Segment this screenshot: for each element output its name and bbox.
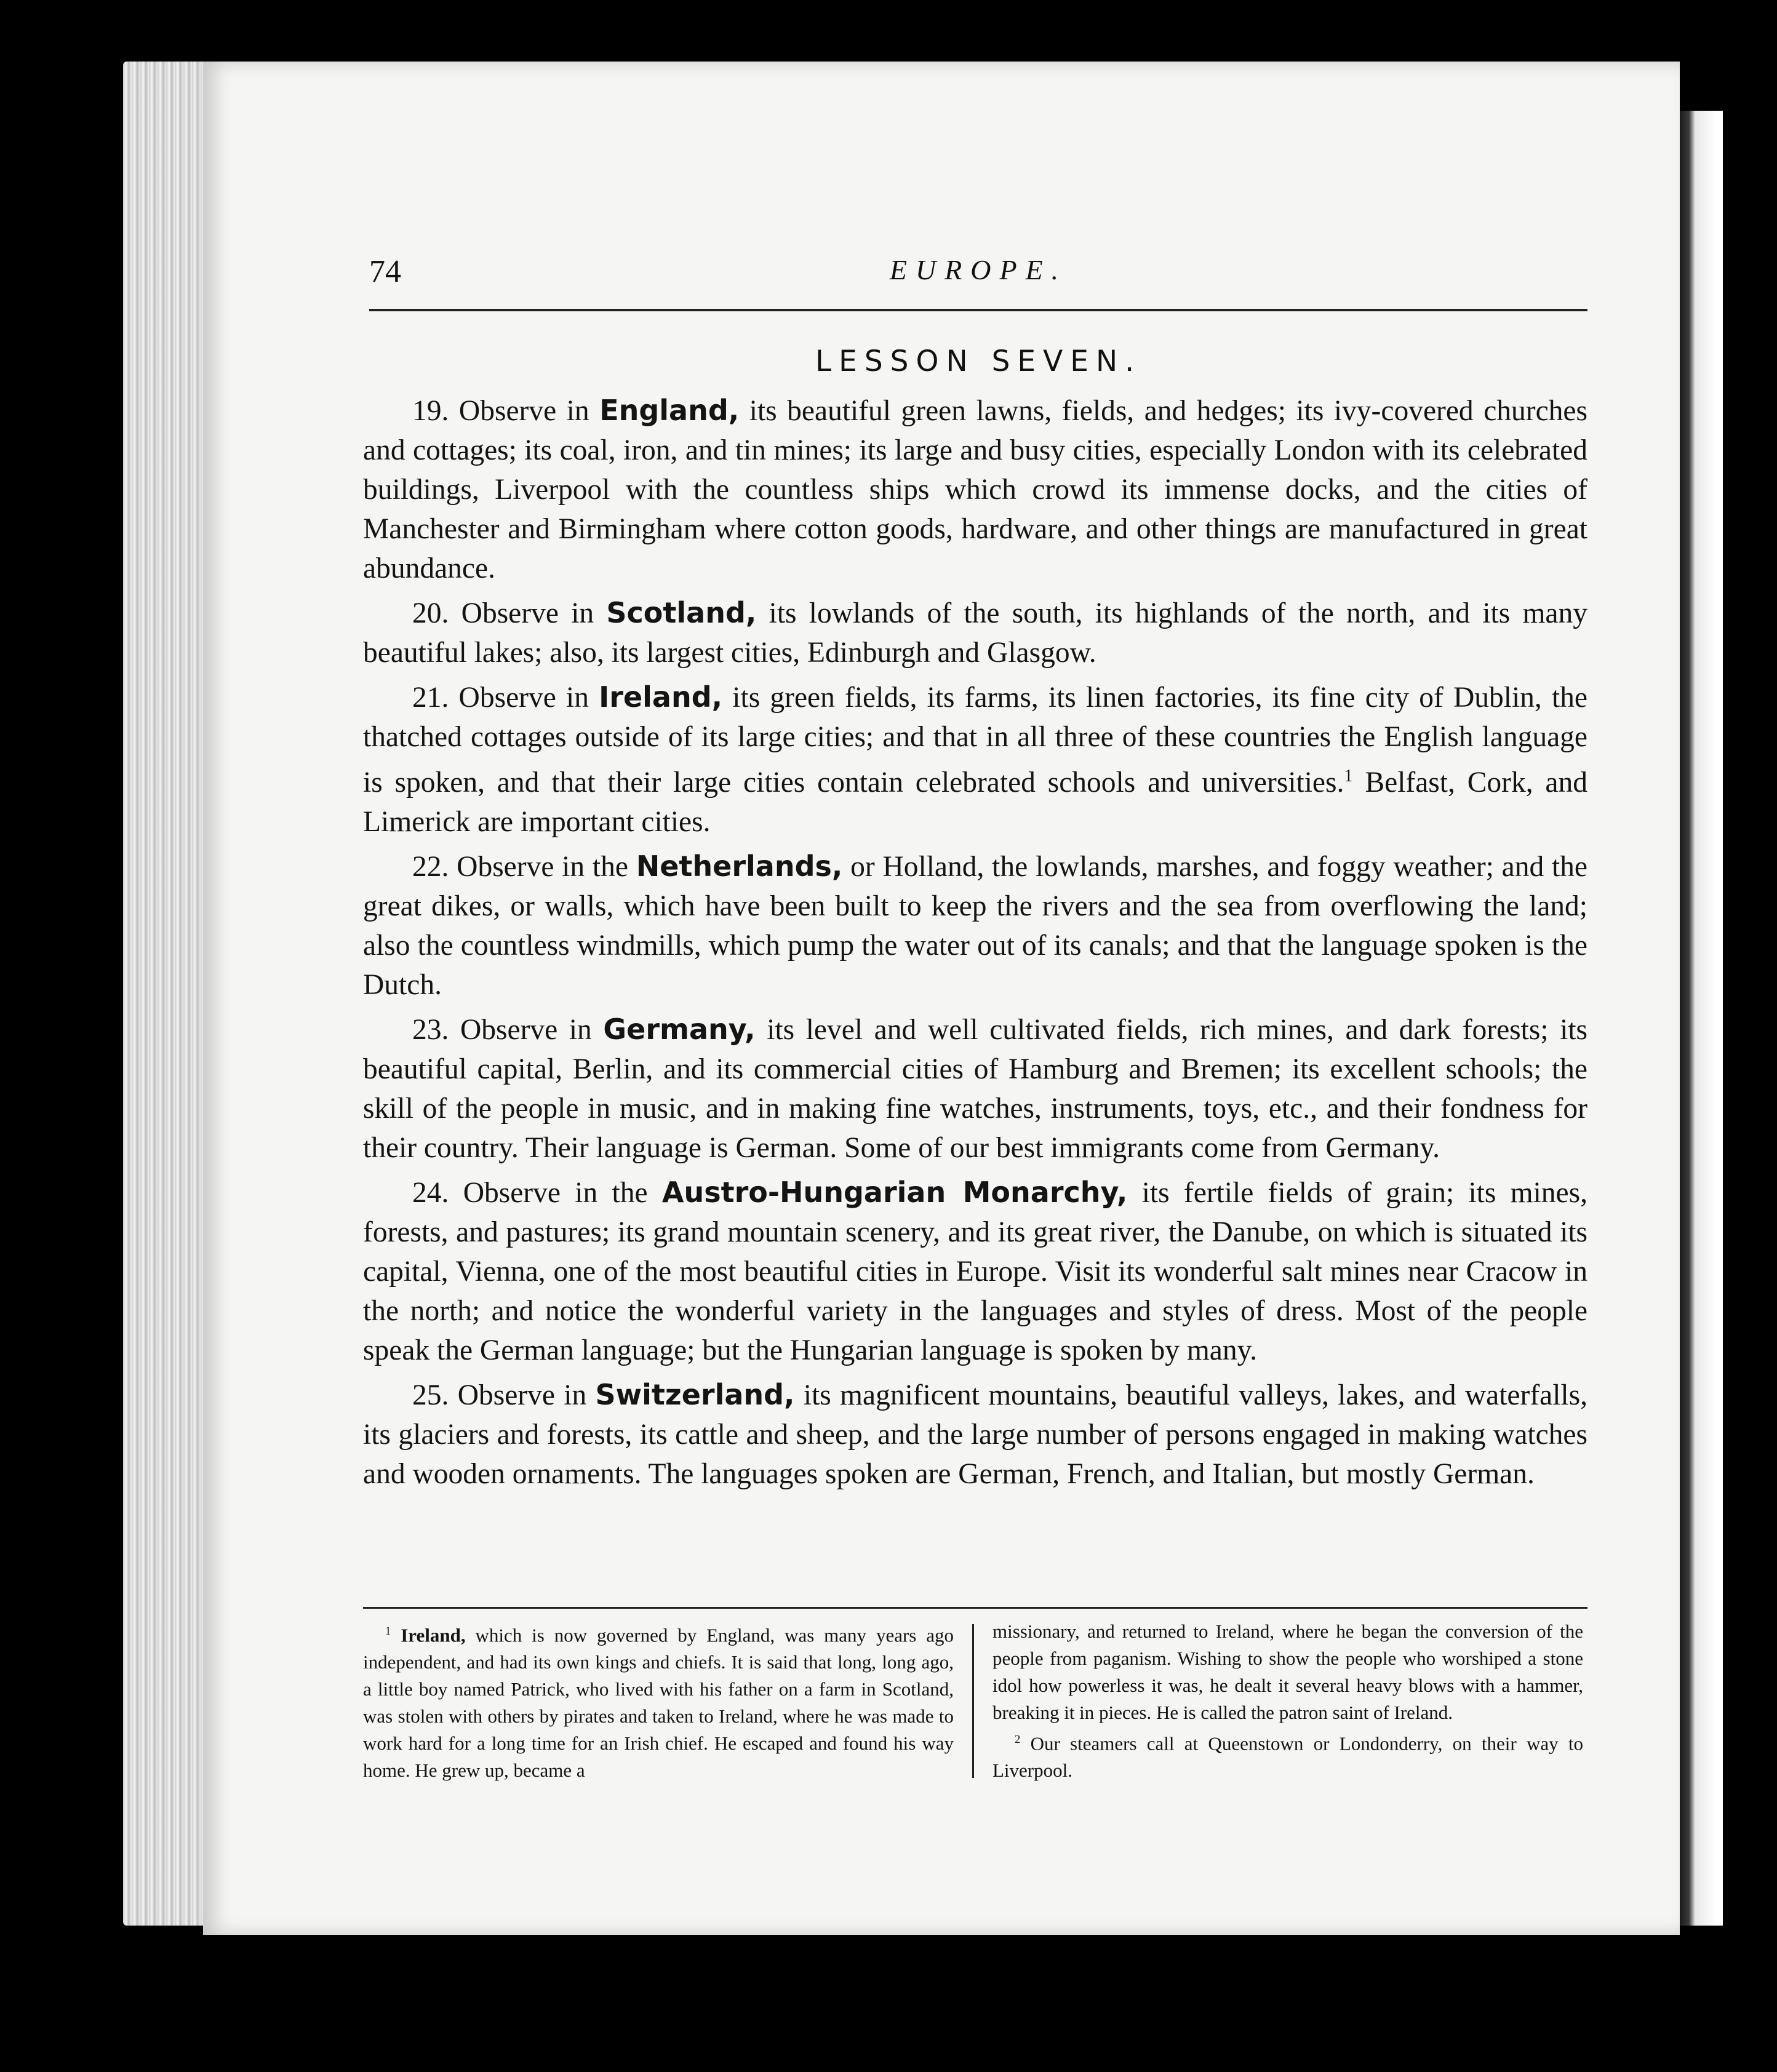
paragraph-21 xyxy=(363,677,1587,842)
place-name: Germany, xyxy=(603,1012,756,1046)
page-number: 74 xyxy=(369,254,401,289)
lesson-title: LESSON SEVEN. xyxy=(815,345,1142,378)
place-name: Austro-Hungarian Monarchy, xyxy=(661,1175,1128,1209)
paragraph-lead: 23. Observe in xyxy=(412,1013,604,1046)
page-edges-right xyxy=(1680,111,1723,1926)
paragraph-lead: 19. Observe in xyxy=(412,395,600,427)
running-head: EUROPE. xyxy=(889,254,1068,285)
footnote-lead: Ireland, xyxy=(401,1624,466,1646)
paragraph-text: its lowlands of the south, its highlands of the north, and its many beautiful lakes; also, its largest cities, Edinburgh and Glasgow. xyxy=(363,597,1587,669)
footnote-text: Our steamers call at Queenstown or Londonderry, on their way to Liverpool. xyxy=(992,1732,1583,1782)
place-name: Scotland, xyxy=(606,596,757,629)
paragraph-text: its magnificent mountains, beautiful valleys, lakes, and waterfalls, its glaciers and forests, its cattle and sheep, and the large number of persons engaged in making watches and wooden ornaments. The languages spoken are German, French, and Italian, but mostly German. xyxy=(363,1379,1587,1490)
paragraph-text: its green fields, its farms, its linen factories, its fine city of Dublin, the thatched cottages outside of its large cities; and that in all three of these countries the English language is spoken, and that their large cities contain celebrated schools and universities. xyxy=(363,682,1588,799)
paragraph-lead: 22. Observe in the xyxy=(412,850,636,883)
paragraph-text: or Holland, the lowlands, marshes, and foggy weather; and the great dikes, or walls, which have been built to keep the rivers and the sea from overflowing the land; also the countless windmills, which pump the water out of its canals; and that the language spoken is the Dutch. xyxy=(363,850,1587,1001)
footnotes xyxy=(363,1618,1587,1784)
footnote-column-right xyxy=(980,1618,1583,1784)
paragraph-lead: 25. Observe in xyxy=(412,1379,596,1411)
paragraph-text: its beautiful green lawns, fields, and hedges; its ivy-covered churches and cottages; its coal, iron, and tin mines; its large and busy cities, especially London with its celebrated buildings, Liverpool with the countless ships which crowd its immense docks, and the cities of Manchester and Birmingham where cotton goods, hardware, and other things are manufactured in great abundance. xyxy=(363,395,1588,584)
footnotes-rule xyxy=(363,1607,1587,1609)
footnote-column-left xyxy=(363,1618,966,1784)
paragraph-text: its level and well cultivated fields, rich mines, and dark forests; its beautiful capital, Berlin, and its commercial cities of Hamburg and Bremen; its excellent schools; the skill of the people in music, and in making fine watches, instruments, toys, etc., and their fondness for their country. Their language is German. Some of our best immigrants come from Germany. xyxy=(363,1013,1588,1164)
footnote-column-divider xyxy=(972,1624,974,1778)
paragraph-text-continued: Belfast, Cork, and Limerick are important cities. xyxy=(363,766,1587,838)
paragraph-text: its fertile fields of grain; its mines, forests, and pastures; its grand mountain scenery, and its great river, the Danube, on which is situated its capital, Vienna, one of the most beautiful cities in Europe. Visit its wonderful salt mines near Cracow in the north; and notice the wonderful variety in the languages and styles of dress. Most of the people speak the German language; but the Hungarian language is spoken by many. xyxy=(363,1176,1587,1366)
paragraph-20 xyxy=(363,593,1587,672)
footnote-2 xyxy=(992,1726,1583,1784)
footnote-mark: 2 xyxy=(1015,1733,1021,1746)
paragraph-24 xyxy=(363,1173,1587,1370)
paragraph-lead: 20. Observe in xyxy=(412,597,607,629)
footnote-text: which is now governed by England, was many years ago independent, and had its own kings and chiefs. It is said that long, long ago, a little boy named Patrick, who lived with his father on a farm in Scotland, was stolen with others by pirates and taken to Ireland, where he was made to work hard for a long time for an Irish chief. He escaped and found his way home. He grew up, became a xyxy=(363,1624,954,1782)
paragraph-22 xyxy=(363,847,1587,1005)
footnote-1 xyxy=(363,1618,954,1784)
footnote-1-continued: missionary, and returned to Ireland, where he began the conversion of the people from paganism. Wishing to show the people who worshiped a stone idol how powerless it was, he dealt it several heavy blows with a hammer, breaking it in pieces. He is called the patron saint of Ireland. xyxy=(992,1620,1583,1723)
paragraph-lead: 24. Observe in the xyxy=(412,1176,662,1209)
paragraph-19 xyxy=(363,391,1587,588)
paragraph-23 xyxy=(363,1010,1587,1168)
place-name: Ireland, xyxy=(599,680,723,714)
paragraph-lead: 21. Observe in xyxy=(412,682,599,714)
paragraph-25 xyxy=(363,1375,1587,1494)
footnote-reference[interactable]: 1 xyxy=(1344,767,1353,786)
page-header xyxy=(369,253,1587,311)
footnote-mark: 1 xyxy=(385,1625,391,1638)
place-name: Switzerland, xyxy=(595,1377,795,1411)
place-name: Netherlands, xyxy=(636,849,843,883)
place-name: England, xyxy=(599,394,740,427)
lesson-body xyxy=(363,391,1587,1499)
